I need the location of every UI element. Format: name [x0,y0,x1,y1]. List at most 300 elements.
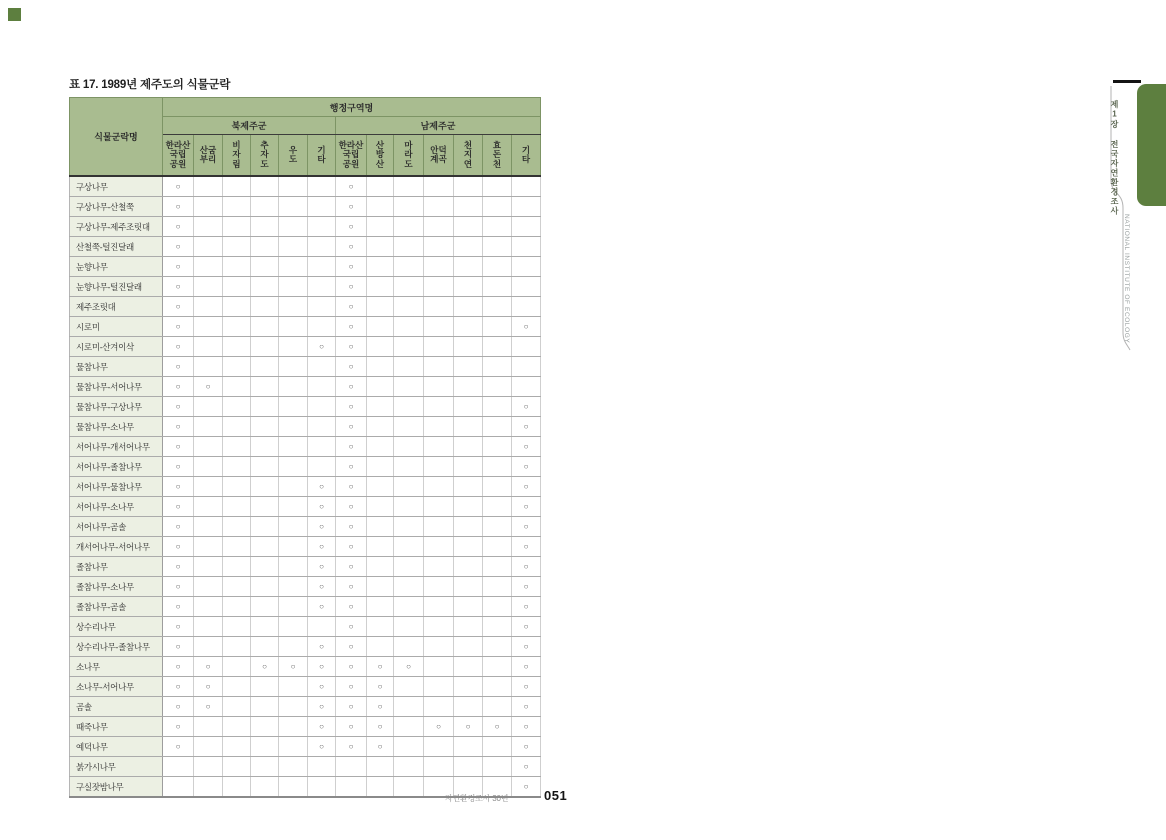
presence-cell [194,597,223,617]
presence-cell [251,337,279,357]
presence-cell: ○ [336,457,367,477]
presence-cell [424,277,454,297]
presence-cell [223,197,251,217]
presence-cell [367,497,394,517]
presence-cell [223,717,251,737]
presence-cell [251,517,279,537]
presence-cell [308,197,336,217]
community-name-cell: 서어나무-졸참나무 [70,457,163,477]
presence-cell: ○ [336,337,367,357]
presence-cell: ○ [308,657,336,677]
community-name-cell: 붉가시나무 [70,757,163,777]
presence-cell [454,637,483,657]
presence-cell [251,717,279,737]
presence-cell [223,537,251,557]
presence-cell [424,357,454,377]
presence-cell [367,757,394,777]
presence-cell [279,377,308,397]
presence-cell: ○ [336,557,367,577]
presence-cell [251,677,279,697]
presence-cell: ○ [194,377,223,397]
presence-cell: ○ [336,197,367,217]
presence-cell [308,437,336,457]
community-name-cell: 구실잣밤나무 [70,777,163,798]
header-group-north-jeju: 북제주군 [163,117,336,135]
presence-cell [483,737,512,757]
presence-cell: ○ [308,697,336,717]
presence-cell [223,477,251,497]
presence-cell: ○ [336,537,367,557]
presence-cell [424,677,454,697]
presence-cell [394,597,424,617]
presence-cell [483,517,512,537]
presence-cell: ○ [336,697,367,717]
presence-cell [367,237,394,257]
presence-cell [394,397,424,417]
presence-cell: ○ [336,677,367,697]
presence-cell: ○ [308,497,336,517]
community-name-cell: 상수리나무-졸참나무 [70,637,163,657]
presence-cell [483,217,512,237]
presence-cell [251,437,279,457]
presence-cell [424,517,454,537]
presence-cell [394,617,424,637]
column-header-4: 추 자 도 [251,135,279,177]
presence-cell: ○ [336,257,367,277]
presence-cell [394,277,424,297]
presence-cell [308,297,336,317]
presence-cell [394,577,424,597]
presence-cell [424,757,454,777]
presence-cell [512,337,541,357]
column-header-1: 한라산 국립 공원 [163,135,194,177]
presence-cell [223,176,251,197]
community-name-cell: 물참나무-서어나무 [70,377,163,397]
presence-cell [194,317,223,337]
presence-cell [223,497,251,517]
presence-cell: ○ [512,697,541,717]
presence-cell: ○ [163,717,194,737]
community-name-cell: 제주조릿대 [70,297,163,317]
presence-cell [454,597,483,617]
community-name-cell: 상수리나무 [70,617,163,637]
presence-cell [223,277,251,297]
presence-cell [424,457,454,477]
presence-cell [223,457,251,477]
community-name-cell: 구상나무-산철쭉 [70,197,163,217]
presence-cell [367,557,394,577]
column-header-8: 산 방 산 [367,135,394,177]
community-name-cell: 소나무-서어나무 [70,677,163,697]
presence-cell [483,397,512,417]
presence-cell [483,477,512,497]
presence-cell [251,497,279,517]
presence-cell [454,697,483,717]
presence-cell [251,197,279,217]
header-group-south-jeju: 남제주군 [336,117,541,135]
presence-cell [223,617,251,637]
presence-cell: ○ [367,737,394,757]
presence-cell: ○ [194,697,223,717]
presence-cell [223,217,251,237]
presence-cell [194,497,223,517]
presence-cell [483,677,512,697]
presence-cell: ○ [163,237,194,257]
presence-cell: ○ [163,597,194,617]
presence-cell [279,417,308,437]
presence-cell [424,337,454,357]
presence-cell: ○ [512,717,541,737]
presence-cell [223,517,251,537]
presence-cell [424,417,454,437]
presence-cell [483,697,512,717]
presence-cell [367,577,394,597]
column-header-12: 효 돈 천 [483,135,512,177]
community-name-cell: 구상나무 [70,176,163,197]
header-admin-district: 행정구역명 [163,98,541,117]
presence-cell [483,457,512,477]
presence-cell [394,637,424,657]
presence-cell [194,297,223,317]
presence-cell [512,197,541,217]
presence-cell [308,377,336,397]
presence-cell [251,757,279,777]
presence-cell [367,597,394,617]
column-header-3: 비 자 림 [223,135,251,177]
presence-cell: ○ [336,657,367,677]
presence-cell [194,237,223,257]
presence-cell: ○ [163,317,194,337]
presence-cell [454,737,483,757]
presence-cell [454,497,483,517]
presence-cell: ○ [163,617,194,637]
presence-cell [194,357,223,377]
institute-label-vertical: NATIONAL INSTITUTE OF ECOLOGY [1123,214,1130,344]
presence-cell [279,577,308,597]
presence-cell: ○ [512,657,541,677]
column-header-7: 한라산 국립 공원 [336,135,367,177]
presence-cell [223,417,251,437]
presence-cell: ○ [512,557,541,577]
presence-cell: ○ [163,397,194,417]
presence-cell: ○ [308,557,336,577]
presence-cell: ○ [163,577,194,597]
presence-cell [367,517,394,537]
presence-cell: ○ [336,237,367,257]
community-name-cell: 눈향나무-털진달래 [70,277,163,297]
column-header-2: 산굼 부리 [194,135,223,177]
table-row [70,517,541,537]
presence-cell [454,757,483,777]
presence-cell [424,537,454,557]
presence-cell: ○ [454,717,483,737]
presence-cell [279,517,308,537]
presence-cell [483,377,512,397]
presence-cell [279,597,308,617]
presence-cell [223,377,251,397]
sidebar-top-bracket [1113,80,1141,83]
presence-cell [367,217,394,237]
presence-cell: ○ [308,637,336,657]
community-name-cell: 물참나무-구상나무 [70,397,163,417]
presence-cell [483,197,512,217]
presence-cell [394,497,424,517]
presence-cell [194,337,223,357]
presence-cell [367,277,394,297]
presence-cell [483,277,512,297]
presence-cell: ○ [336,357,367,377]
column-header-9: 마 라 도 [394,135,424,177]
presence-cell [223,397,251,417]
table-row [70,557,541,577]
presence-cell [279,557,308,577]
presence-cell [454,517,483,537]
table-row [70,417,541,437]
presence-cell: ○ [308,737,336,757]
presence-cell [454,176,483,197]
presence-cell: ○ [163,357,194,377]
presence-cell [483,176,512,197]
presence-cell: ○ [163,257,194,277]
footer-series-label: 자연환경조사 30년 [445,794,509,803]
presence-cell [394,537,424,557]
table-row [70,717,541,737]
presence-cell: ○ [336,377,367,397]
presence-cell [308,397,336,417]
presence-cell: ○ [512,677,541,697]
presence-cell [194,637,223,657]
presence-cell [194,277,223,297]
community-name-cell: 졸참나무-곰솔 [70,597,163,617]
presence-cell [308,617,336,637]
presence-cell: ○ [512,577,541,597]
table-row [70,697,541,717]
presence-cell [424,737,454,757]
presence-cell [512,277,541,297]
presence-cell [251,297,279,317]
presence-cell [367,257,394,277]
presence-cell: ○ [336,217,367,237]
presence-cell [394,237,424,257]
presence-cell [512,257,541,277]
presence-cell [367,637,394,657]
presence-cell [394,217,424,237]
presence-cell: ○ [163,437,194,457]
presence-cell [394,257,424,277]
presence-cell [279,176,308,197]
presence-cell: ○ [336,617,367,637]
table-row [70,377,541,397]
table-row [70,457,541,477]
presence-cell [424,197,454,217]
presence-cell [424,297,454,317]
community-name-cell: 개서어나무-서어나무 [70,537,163,557]
presence-cell [194,437,223,457]
presence-cell [454,297,483,317]
page-footer [0,788,613,808]
presence-cell [279,457,308,477]
table-row [70,497,541,517]
presence-cell [279,297,308,317]
presence-cell [424,217,454,237]
presence-cell: ○ [336,297,367,317]
presence-cell [279,437,308,457]
presence-cell [424,497,454,517]
presence-cell [483,317,512,337]
community-name-cell: 서어나무-소나무 [70,497,163,517]
presence-cell [367,417,394,437]
presence-cell [424,617,454,637]
presence-cell: ○ [336,717,367,737]
presence-cell: ○ [512,417,541,437]
community-name-cell: 시로미-산겨이삭 [70,337,163,357]
presence-cell: ○ [163,337,194,357]
presence-cell [483,357,512,377]
presence-cell [424,577,454,597]
community-name-cell: 소나무 [70,657,163,677]
presence-cell [194,557,223,577]
presence-cell [279,197,308,217]
table-row [70,337,541,357]
presence-cell: ○ [336,577,367,597]
presence-cell [367,297,394,317]
presence-cell: ○ [163,737,194,757]
presence-cell: ○ [308,477,336,497]
presence-cell [454,657,483,677]
presence-cell [279,217,308,237]
presence-cell [308,217,336,237]
table-row [70,297,541,317]
presence-cell [483,617,512,637]
presence-cell [394,337,424,357]
presence-cell [483,437,512,457]
presence-cell [308,277,336,297]
presence-cell [394,457,424,477]
presence-cell: ○ [163,197,194,217]
presence-cell [394,317,424,337]
presence-cell: ○ [163,297,194,317]
community-name-cell: 예덕나무 [70,737,163,757]
presence-cell [454,337,483,357]
presence-cell [424,257,454,277]
column-header-5: 우 도 [279,135,308,177]
presence-cell [194,477,223,497]
presence-cell [512,357,541,377]
presence-cell [194,537,223,557]
presence-cell: ○ [512,497,541,517]
presence-cell [483,757,512,777]
table-row [70,357,541,377]
presence-cell [223,697,251,717]
presence-cell [454,377,483,397]
presence-cell [194,617,223,637]
presence-cell [194,197,223,217]
presence-cell [308,757,336,777]
presence-cell [223,757,251,777]
presence-cell [279,337,308,357]
table-row [70,677,541,697]
presence-cell: ○ [336,637,367,657]
presence-cell [367,337,394,357]
presence-cell [367,617,394,637]
presence-cell: ○ [336,277,367,297]
presence-cell: ○ [336,417,367,437]
presence-cell [251,377,279,397]
presence-cell: ○ [163,457,194,477]
community-name-cell: 졸참나무 [70,557,163,577]
presence-cell [251,257,279,277]
table-row [70,237,541,257]
presence-cell [424,557,454,577]
presence-cell: ○ [279,657,308,677]
presence-cell [454,357,483,377]
presence-cell [424,176,454,197]
presence-cell [367,477,394,497]
presence-cell [251,597,279,617]
community-name-cell: 산철쭉-털진달래 [70,237,163,257]
community-name-cell: 서어나무-곰솔 [70,517,163,537]
presence-cell [394,197,424,217]
chapter-tab-block [1137,84,1166,206]
presence-cell: ○ [163,477,194,497]
presence-cell [279,237,308,257]
presence-cell [251,637,279,657]
table-row [70,757,541,777]
presence-cell [223,637,251,657]
presence-cell [279,757,308,777]
presence-cell: ○ [512,397,541,417]
presence-cell: ○ [336,397,367,417]
presence-cell [483,257,512,277]
presence-cell [308,357,336,377]
table-row [70,176,541,197]
presence-cell [194,457,223,477]
community-name-cell: 물참나무 [70,357,163,377]
table-row [70,577,541,597]
presence-cell [394,357,424,377]
presence-cell [251,317,279,337]
presence-cell [394,737,424,757]
presence-cell: ○ [163,697,194,717]
presence-cell: ○ [336,597,367,617]
presence-cell [279,637,308,657]
community-name-cell: 때죽나무 [70,717,163,737]
presence-cell [424,377,454,397]
presence-cell [251,557,279,577]
presence-cell [223,257,251,277]
presence-cell: ○ [163,176,194,197]
table-row [70,257,541,277]
presence-cell: ○ [483,717,512,737]
presence-cell [279,277,308,297]
presence-cell: ○ [336,437,367,457]
presence-cell [279,257,308,277]
presence-cell [279,537,308,557]
presence-cell [223,737,251,757]
presence-cell [483,337,512,357]
presence-cell [367,457,394,477]
presence-cell [454,437,483,457]
presence-cell [308,237,336,257]
presence-cell [223,657,251,677]
presence-cell [367,437,394,457]
presence-cell [251,697,279,717]
presence-cell: ○ [308,537,336,557]
presence-cell [454,577,483,597]
presence-cell: ○ [308,717,336,737]
presence-cell: ○ [424,717,454,737]
presence-cell [512,297,541,317]
